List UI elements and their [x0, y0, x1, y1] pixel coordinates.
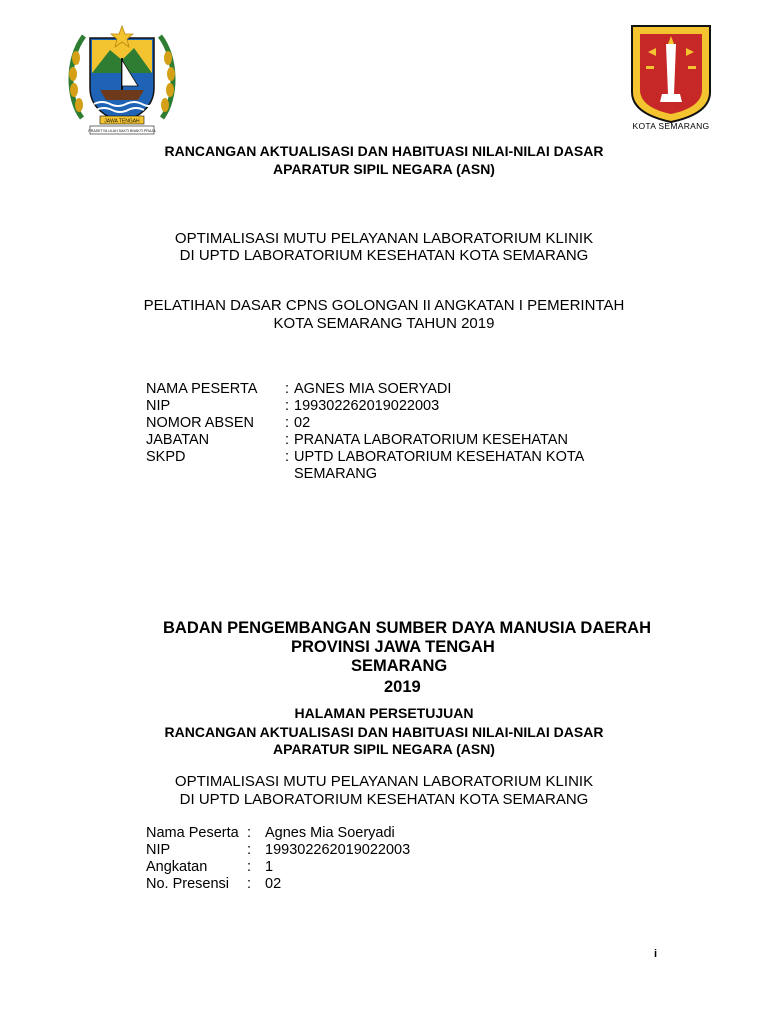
agency-line2: PROVINSI JAWA TENGAH [291, 638, 495, 656]
cover-participant-sep: : [285, 381, 290, 397]
jawa-tengah-ribbon: JAWA TENGAH [104, 118, 140, 125]
approval-heading: HALAMAN PERSETUJUAN [294, 705, 474, 721]
cover-participant-value: 199302262019022003 [294, 398, 440, 414]
approval-participant-sep: : [247, 876, 252, 892]
approval-participant-value: 1 [265, 859, 274, 875]
cover-participant-label: NAMA PESERTA [146, 381, 258, 397]
approval-participant-sep: : [247, 842, 252, 858]
cover-participant-label: JABATAN [146, 432, 210, 448]
cover-participant-value: 02 [294, 415, 311, 431]
cover-training-line2: KOTA SEMARANG TAHUN 2019 [273, 315, 495, 332]
agency-line1: BADAN PENGEMBANGAN SUMBER DAYA MANUSIA DAERAH [163, 619, 652, 637]
page-number: i [654, 948, 658, 960]
cover-participant-value: AGNES MIA SOERYADI [294, 381, 452, 397]
jawa-tengah-crest-icon [62, 18, 182, 138]
cover-participant-sep: : [285, 449, 290, 465]
approval-participant-label: Nama Peserta [146, 825, 239, 841]
cover-training-line1: PELATIHAN DASAR CPNS GOLONGAN II ANGKATAN I PEMERINTAH [143, 297, 625, 314]
agency-line4: 2019 [384, 678, 421, 696]
approval-participant-label: Angkatan [146, 859, 208, 875]
cover-participant-sep: : [285, 432, 290, 448]
cover-participant-value: UPTD LABORATORIUM KESEHATAN KOTA [294, 449, 585, 465]
approval-participant-value: 199302262019022003 [265, 842, 411, 858]
cover-participant-sep: : [285, 398, 290, 414]
cover-participant-value-cont: SEMARANG [294, 466, 377, 482]
cover-participant-label: NIP [146, 398, 171, 414]
kota-semarang-caption: KOTA SEMARANG [632, 121, 710, 131]
cover-participant-label: NOMOR ABSEN [146, 415, 254, 431]
cover-participant-sep: : [285, 415, 290, 431]
approval-participant-label: No. Presensi [146, 876, 230, 892]
approval-title-line2: APARATUR SIPIL NEGARA (ASN) [273, 741, 495, 757]
approval-participant-value: Agnes Mia Soeryadi [265, 825, 395, 841]
approval-title-line1: RANCANGAN AKTUALISASI DAN HABITUASI NILAI-NILAI DASAR [164, 724, 604, 740]
approval-participant-sep: : [247, 825, 252, 841]
cover-participant-value: PRANATA LABORATORIUM KESEHATAN [294, 432, 568, 448]
approval-participant-label: NIP [146, 842, 171, 858]
approval-participant-value: 02 [265, 876, 282, 892]
agency-line3: SEMARANG [351, 657, 448, 675]
cover-participant-label: SKPD [146, 449, 186, 465]
cover-subtitle-line2: DI UPTD LABORATORIUM KESEHATAN KOTA SEMARANG [179, 247, 589, 264]
approval-subtitle-line2: DI UPTD LABORATORIUM KESEHATAN KOTA SEMARANG [179, 791, 589, 808]
approval-subtitle-line1: OPTIMALISASI MUTU PELAYANAN LABORATORIUM KLINIK [174, 773, 594, 790]
kota-semarang-crest-icon [626, 22, 716, 137]
approval-participant-sep: : [247, 859, 252, 875]
jawa-tengah-motto: PRASETYA ULAH SAKTI BHAKTI PRAJA [88, 129, 156, 133]
cover-title-line2: APARATUR SIPIL NEGARA (ASN) [273, 161, 495, 177]
cover-title-line1: RANCANGAN AKTUALISASI DAN HABITUASI NILAI-NILAI DASAR [164, 143, 604, 159]
cover-subtitle-line1: OPTIMALISASI MUTU PELAYANAN LABORATORIUM KLINIK [174, 230, 594, 247]
